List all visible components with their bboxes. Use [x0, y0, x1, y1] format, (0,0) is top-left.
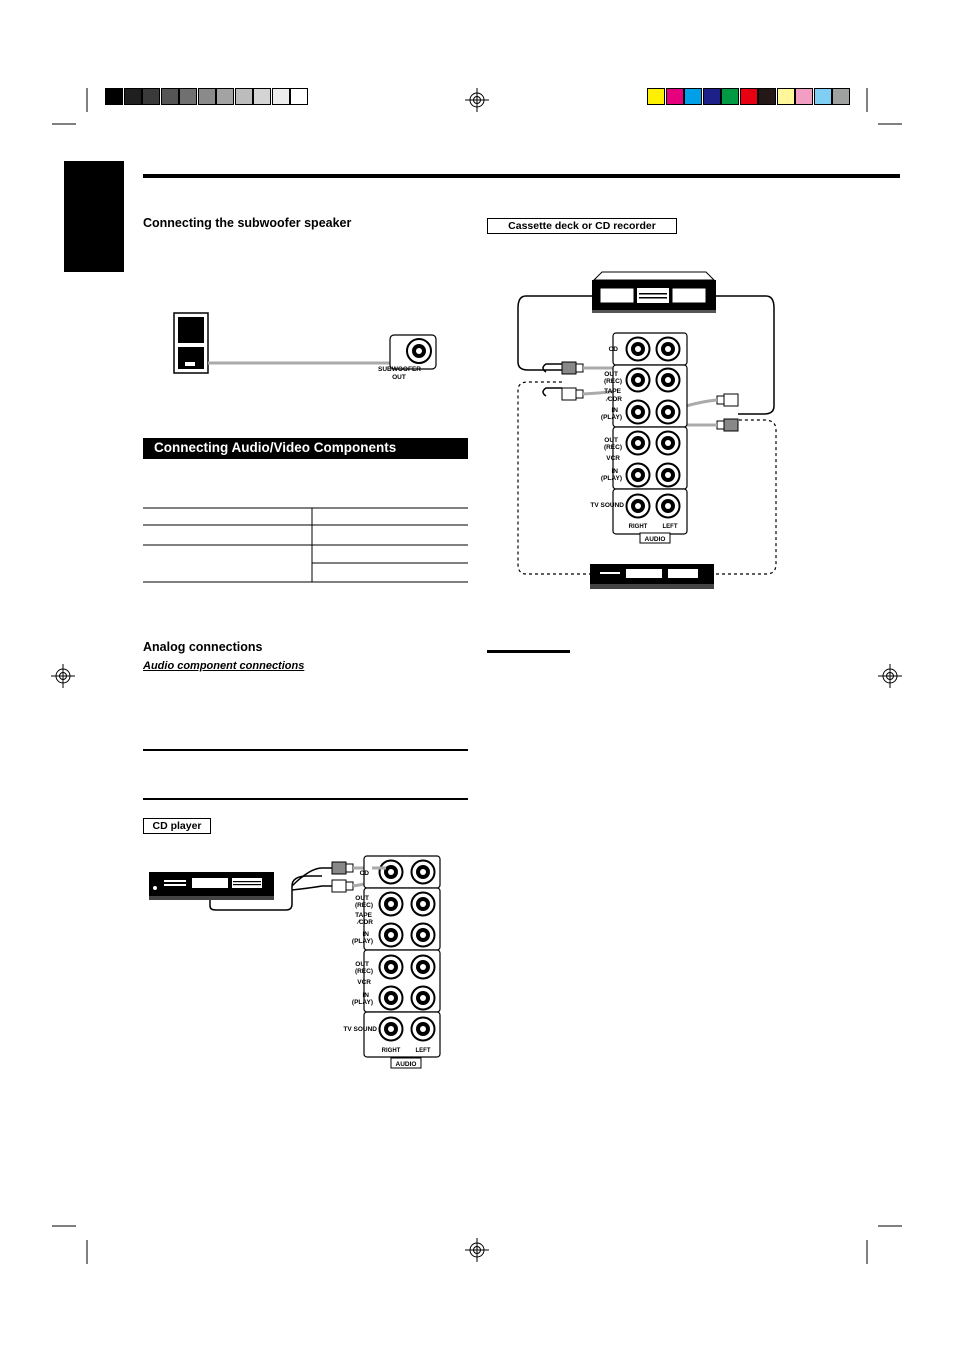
panel-label-rec: (REC)	[603, 444, 622, 451]
panel-label-in: IN	[611, 407, 618, 414]
panel-label-audio: AUDIO	[395, 1061, 417, 1068]
cd-player-device-icon	[149, 872, 274, 900]
panel-label-in: IN	[611, 468, 618, 475]
cassette-deck-label: Cassette deck or CD recorder	[487, 218, 677, 234]
panel-label-play: (PLAY)	[351, 999, 373, 1006]
cassette-deck-device-icon	[592, 272, 716, 313]
connection-table	[143, 507, 469, 583]
cd-player-diagram	[140, 850, 450, 1075]
panel-label-out: OUT	[604, 437, 618, 444]
panel-label-cdr: ⁄CDR	[357, 919, 373, 926]
panel-label-left: LEFT	[415, 1048, 431, 1054]
registration-mark-left	[51, 664, 75, 688]
panel-label-play: (PLAY)	[600, 414, 622, 421]
rule-1	[143, 749, 468, 751]
panel-label-vcr: VCR	[606, 455, 620, 462]
panel-label-right: RIGHT	[628, 524, 648, 530]
panel-label-in: IN	[362, 992, 369, 999]
panel-label-vcr: VCR	[357, 979, 371, 986]
cd-recorder-device-icon	[590, 564, 714, 589]
panel-label-out: OUT	[604, 371, 618, 378]
subwoofer-out-label	[378, 366, 420, 382]
language-tab	[64, 161, 124, 272]
registration-mark-right	[878, 664, 902, 688]
panel-label-out: OUT	[355, 895, 369, 902]
section-title: Connecting Audio/Video Components	[154, 440, 397, 455]
panel-label-cdr: ⁄CDR	[606, 396, 622, 403]
registration-mark-top	[465, 88, 489, 112]
panel-label-in: IN	[362, 931, 369, 938]
panel-label-tv-sound: TV SOUND	[590, 502, 624, 509]
rule-2	[143, 798, 468, 800]
panel-label-audio: AUDIO	[644, 536, 666, 543]
panel-label-rec: (REC)	[354, 968, 373, 975]
panel-label-tape: TAPE	[604, 388, 621, 395]
cassette-deck-diagram	[510, 268, 795, 598]
section-title-bar	[143, 438, 468, 459]
subwoofer-out-jack	[390, 335, 436, 369]
audio-component-subheading: Audio component connections	[143, 660, 305, 672]
panel-label-left: LEFT	[662, 524, 678, 530]
registration-mark-bottom	[465, 1238, 489, 1262]
subwoofer-label-line1: SUBWOOFER	[378, 366, 421, 373]
panel-label-play: (PLAY)	[351, 938, 373, 945]
cd-audio-panel	[364, 856, 440, 1068]
subwoofer-label-line2: OUT	[392, 374, 406, 381]
panel-label-rec: (REC)	[354, 902, 373, 909]
subwoofer-heading: Connecting the subwoofer speaker	[143, 216, 352, 230]
panel-label-tape: TAPE	[355, 912, 372, 919]
panel-label-cd: CD	[359, 870, 369, 877]
panel-label-play: (PLAY)	[600, 475, 622, 482]
cd-player-label: CD player	[143, 818, 211, 834]
panel-label-tv-sound: TV SOUND	[343, 1026, 377, 1033]
analog-heading: Analog connections	[143, 640, 263, 654]
panel-label-right: RIGHT	[381, 1048, 401, 1054]
note-rule	[487, 650, 570, 653]
panel-label-rec: (REC)	[603, 378, 622, 385]
subwoofer-speaker-icon	[174, 313, 208, 373]
header-rule	[143, 174, 900, 178]
panel-label-out: OUT	[355, 961, 369, 968]
panel-label-cd: CD	[608, 346, 618, 353]
tape-audio-panel	[613, 333, 687, 543]
